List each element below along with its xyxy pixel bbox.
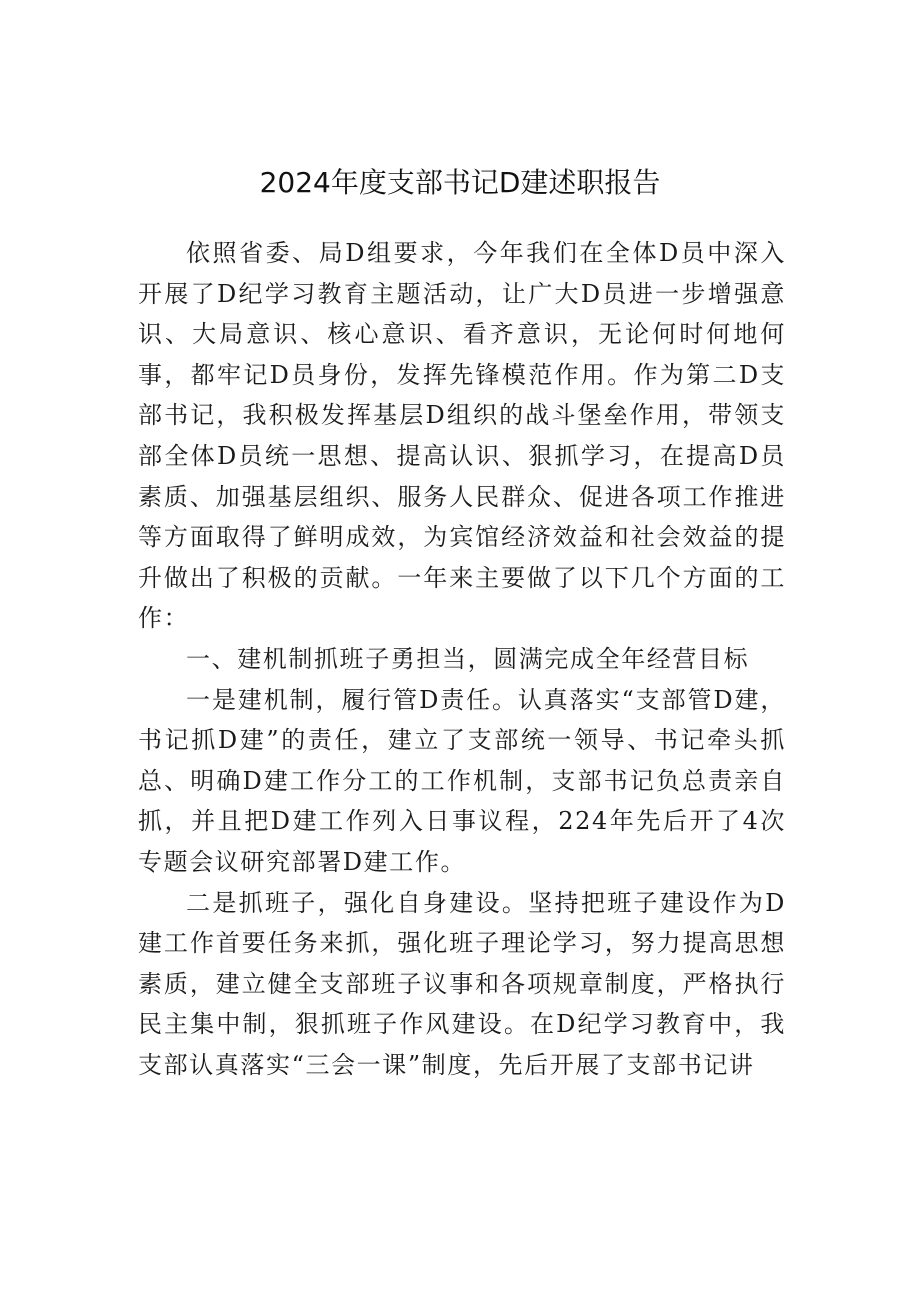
paragraph-team: 二是抓班子，强化自身建设。坚持把班子建设作为D建工作首要任务来抓，强化班子理论学习，努力提高思想素质，建立健全支部班子议事和各项规章制度，严格执行民主集中制，狠抓班子作风建设。在D纪学习教育中，我支部认真落实“三会一课”制度，先后开展了支部书记讲	[138, 888, 786, 1079]
document-title: 2024年度支部书记D建述职报告	[259, 166, 661, 199]
document-body	[138, 233, 786, 1085]
section-heading-1: 一、建机制抓班子勇担当，圆满完成全年经营目标	[186, 644, 750, 673]
paragraph-mechanism: 一是建机制，履行管D责任。认真落实“支部管D建，书记抓D建”的责任，建立了支部统一领导、书记牵头抓总、明确D建工作分工的工作机制，支部书记负总责亲自抓，并且把D建工作列入日事议程，224年先后开了4次专题会议研究部署D建工作。	[138, 685, 786, 876]
paragraph-intro: 依照省委、局D组要求，今年我们在全体D员中深入开展了D纪学习教育主题活动，让广大D员进一步增强意识、大局意识、核心意识、看齐意识，无论何时何地何事，都牢记D员身份，发挥先锋模范作用。作为第二D支部书记，我积极发挥基层D组织的战斗堡垒作用，带领支部全体D员统一思想、提高认识、狠抓学习，在提高D员素质、加强基层组织、服务人民群众、促进各项工作推进等方面取得了鲜明成效，为宾馆经济效益和社会效益的提升做出了积极的贡献。一年来主要做了以下几个方面的工作：	[138, 239, 786, 633]
